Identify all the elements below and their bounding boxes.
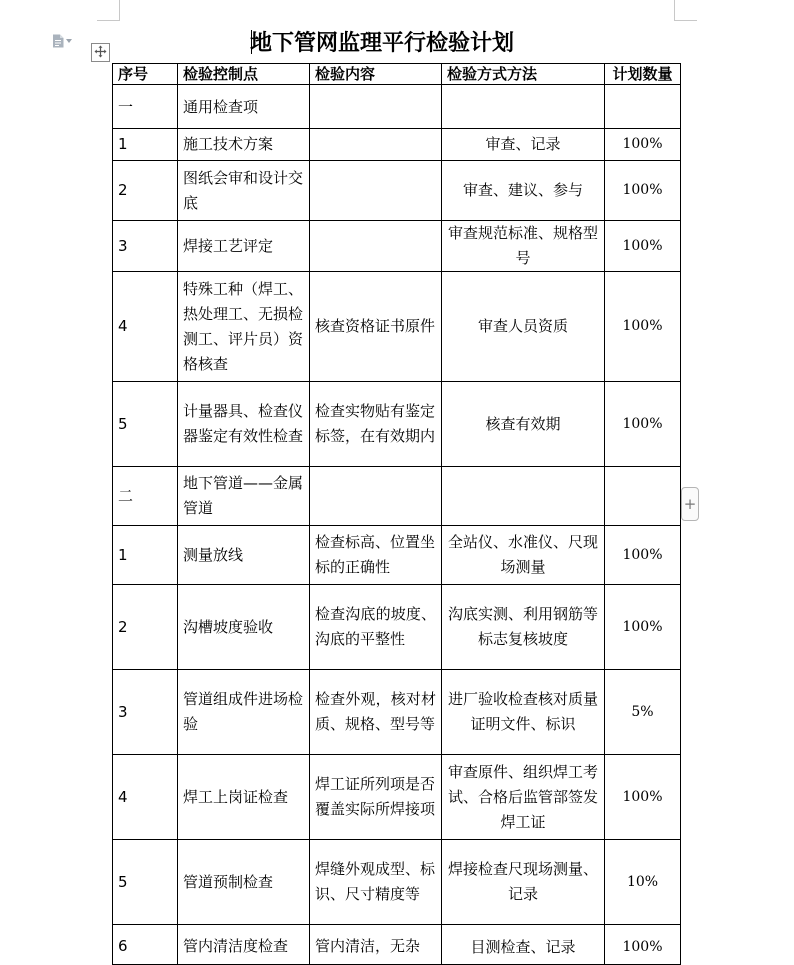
cell-content[interactable]: 焊工证所列项是否覆盖实际所焊接项 [310, 755, 442, 840]
table-row [113, 755, 681, 840]
cell-control-point[interactable]: 管道预制检查 [178, 840, 310, 925]
table-row [113, 85, 681, 129]
cell-content[interactable] [310, 129, 442, 161]
cell-control-point[interactable]: 地下管道——金属管道 [178, 467, 310, 526]
cell-quantity[interactable]: 100% [605, 755, 681, 840]
cell-control-point[interactable]: 特殊工种（焊工、热处理工、无损检测工、评片员）资格核查 [178, 272, 310, 382]
cell-quantity[interactable]: 100% [605, 585, 681, 670]
header-method[interactable]: 检验方式方法 [442, 64, 605, 85]
table-row [113, 585, 681, 670]
table-row [113, 925, 681, 965]
header-control-point[interactable]: 检验控制点 [178, 64, 310, 85]
cell-control-point[interactable]: 焊接工艺评定 [178, 221, 310, 272]
cell-quantity[interactable]: 100% [605, 161, 681, 221]
cell-seq[interactable]: 4 [113, 272, 178, 382]
cell-quantity[interactable] [605, 85, 681, 129]
cell-control-point[interactable]: 通用检查项 [178, 85, 310, 129]
cell-content[interactable]: 检查标高、位置坐标的正确性 [310, 526, 442, 585]
chevron-down-icon [66, 39, 72, 43]
cell-content[interactable] [310, 161, 442, 221]
cell-method[interactable]: 审查、建议、参与 [442, 161, 605, 221]
cell-seq[interactable]: 3 [113, 670, 178, 755]
cell-method[interactable]: 目测检查、记录 [442, 925, 605, 965]
cell-method[interactable] [442, 467, 605, 526]
cell-control-point[interactable]: 焊工上岗证检查 [178, 755, 310, 840]
cell-quantity[interactable]: 100% [605, 526, 681, 585]
move-arrows-icon [94, 43, 107, 62]
cell-content[interactable] [310, 85, 442, 129]
cell-seq[interactable]: 4 [113, 755, 178, 840]
cell-quantity[interactable]: 100% [605, 382, 681, 467]
cell-quantity[interactable]: 100% [605, 272, 681, 382]
table-row [113, 129, 681, 161]
cell-seq[interactable]: 3 [113, 221, 178, 272]
table-row [113, 161, 681, 221]
cell-quantity[interactable]: 100% [605, 925, 681, 965]
cell-quantity[interactable]: 100% [605, 221, 681, 272]
cell-quantity[interactable]: 5% [605, 670, 681, 755]
cell-quantity[interactable]: 10% [605, 840, 681, 925]
cell-content[interactable]: 检查实物贴有鉴定标签，在有效期内 [310, 382, 442, 467]
table-row [113, 840, 681, 925]
document-title: 地下管网监理平行检验计划 [250, 30, 515, 56]
cell-content[interactable] [310, 467, 442, 526]
header-quantity[interactable]: 计划数量 [605, 64, 681, 85]
header-seq[interactable]: 序号 [113, 64, 178, 85]
cell-method[interactable]: 审查原件、组织焊工考试、合格后监管部签发焊工证 [442, 755, 605, 840]
cell-content[interactable]: 核查资格证书原件 [310, 272, 442, 382]
cell-method[interactable]: 全站仪、水准仪、尺现场测量 [442, 526, 605, 585]
cell-seq[interactable]: 2 [113, 161, 178, 221]
table-row [113, 670, 681, 755]
cell-control-point[interactable]: 沟槽坡度验收 [178, 585, 310, 670]
cell-method[interactable]: 焊接检查尺现场测量、记录 [442, 840, 605, 925]
cell-quantity[interactable] [605, 467, 681, 526]
cell-seq[interactable]: 5 [113, 840, 178, 925]
cell-seq[interactable]: 一 [113, 85, 178, 129]
cell-content[interactable]: 焊缝外观成型、标识、尺寸精度等 [310, 840, 442, 925]
cell-method[interactable]: 进厂验收检查核对质量证明文件、标识 [442, 670, 605, 755]
cell-method[interactable]: 核查有效期 [442, 382, 605, 467]
cell-control-point[interactable]: 测量放线 [178, 526, 310, 585]
table-row [113, 382, 681, 467]
cell-content[interactable]: 管内清洁，无杂 [310, 925, 442, 965]
cell-control-point[interactable]: 施工技术方案 [178, 129, 310, 161]
table-row [113, 272, 681, 382]
table-row [113, 526, 681, 585]
add-column-button[interactable]: + [681, 487, 699, 521]
cell-control-point[interactable]: 图纸会审和设计交底 [178, 161, 310, 221]
table-move-handle[interactable] [91, 43, 110, 62]
cell-seq[interactable]: 二 [113, 467, 178, 526]
cell-seq[interactable]: 6 [113, 925, 178, 965]
cell-seq[interactable]: 5 [113, 382, 178, 467]
cell-content[interactable]: 检查沟底的坡度、沟底的平整性 [310, 585, 442, 670]
cell-quantity[interactable]: 100% [605, 129, 681, 161]
cell-method[interactable]: 审查、记录 [442, 129, 605, 161]
table-row [113, 221, 681, 272]
cell-seq[interactable]: 1 [113, 526, 178, 585]
cell-content[interactable] [310, 221, 442, 272]
document-icon [52, 34, 64, 48]
inspection-plan-table [112, 63, 681, 965]
cell-seq[interactable]: 1 [113, 129, 178, 161]
header-content[interactable]: 检验内容 [310, 64, 442, 85]
table-row [113, 467, 681, 526]
cell-method[interactable]: 审查人员资质 [442, 272, 605, 382]
cell-seq[interactable]: 2 [113, 585, 178, 670]
table-header-row [113, 64, 681, 85]
cell-method[interactable]: 沟底实测、利用钢筋等标志复核坡度 [442, 585, 605, 670]
cell-control-point[interactable]: 管内清洁度检查 [178, 925, 310, 965]
paragraph-style-button[interactable] [52, 33, 78, 49]
cell-method[interactable] [442, 85, 605, 129]
page-corner-mark-left [97, 0, 120, 21]
cell-content[interactable]: 检查外观，核对材质、规格、型号等 [310, 670, 442, 755]
cell-control-point[interactable]: 管道组成件进场检验 [178, 670, 310, 755]
page-corner-mark-right [674, 0, 697, 21]
cell-method[interactable]: 审查规范标准、规格型号 [442, 221, 605, 272]
cell-control-point[interactable]: 计量器具、检查仪器鉴定有效性检查 [178, 382, 310, 467]
